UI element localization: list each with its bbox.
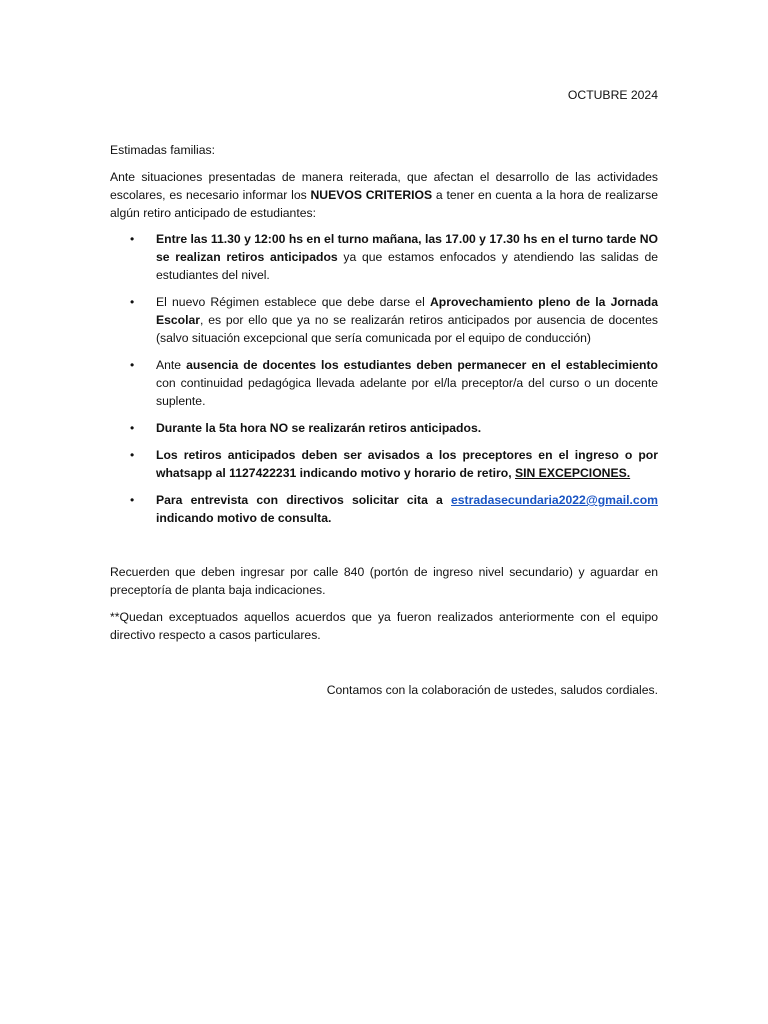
bullet-icon: • <box>130 421 135 435</box>
bullet-icon: • <box>130 295 135 309</box>
item-bold-text: Durante la 5ta hora NO se realizarán retiros anticipados. <box>156 421 482 435</box>
closing-line: Contamos con la colaboración de ustedes, saludos cordiales. <box>326 683 658 697</box>
item-text: , es por ello que ya no se realizarán retiros anticipados por ausencia de docentes (salvo situación excepcional que sería comunicada por el equipo de conducción) <box>156 313 658 345</box>
intro-text-end: a tener en cuenta a la hora de realizarse algún retiro anticipado de estudiantes: <box>110 188 658 220</box>
item-bold-text: Para entrevista con directivos solicitar cita a <box>156 493 451 507</box>
list-item-fifth-hour <box>110 419 658 437</box>
no-exceptions-text: SIN EXCEPCIONES. <box>514 466 631 480</box>
document-date: OCTUBRE 2024 <box>567 88 658 102</box>
item-bold-text: Entre las 11.30 y 12:00 hs en el turno mañana, las 17.00 y 17.30 hs en el turno tarde NO se realizan retiros anticipados <box>156 232 658 264</box>
item-text: Ante <box>156 358 187 372</box>
item-bold-text: Aprovechamiento pleno de la Jornada Escolar <box>156 295 659 327</box>
list-item-regimen <box>110 293 658 347</box>
criteria-list <box>110 230 658 536</box>
entrance-reminder: Recuerden que deben ingresar por calle 840 (portón de ingreso nivel secundario) y aguardar en preceptoría de planta baja indicaciones. <box>110 565 658 597</box>
item-bold-text: ausencia de docentes los estudiantes deben permanecer en el establecimiento <box>186 358 658 372</box>
document-page <box>110 0 658 1024</box>
list-item-notify-preceptors <box>110 446 658 482</box>
item-text: ya que estamos enfocados y atendiendo las salidas de estudiantes del nivel. <box>156 250 658 282</box>
exception-note: **Quedan exceptuados aquellos acuerdos que ya fueron realizados anteriormente con el equipo directivo respecto a casos particulares. <box>110 610 658 642</box>
bullet-icon: • <box>130 448 135 462</box>
item-text: El nuevo Régimen establece que debe darse el <box>156 295 430 309</box>
bullet-icon: • <box>130 493 135 507</box>
bullet-icon: • <box>130 232 135 246</box>
bullet-icon: • <box>130 358 135 372</box>
intro-bold-criteria: NUEVOS CRITERIOS <box>310 188 433 202</box>
list-item-teacher-absence <box>110 356 658 410</box>
list-item-pickup-hours <box>110 230 658 284</box>
email-link[interactable]: estradasecundaria2022@gmail.com <box>451 493 658 507</box>
intro-text-start: Ante situaciones presentadas de manera reiterada, que afectan el desarrollo de las actividades escolares, es necesario informar los <box>110 170 658 202</box>
item-bold-text: indicando motivo de consulta. <box>156 511 332 525</box>
list-item-interview <box>110 491 658 527</box>
greeting: Estimadas familias: <box>110 143 215 157</box>
item-text: con continuidad pedagógica llevada adelante por el/la preceptor/a del curso o un docente suplente. <box>156 376 658 408</box>
item-bold-text: Los retiros anticipados deben ser avisados a los preceptores en el ingreso o por whatsapp al 1127422231 indicando motivo y horario de retiro, <box>156 448 658 480</box>
intro-paragraph <box>110 168 658 222</box>
